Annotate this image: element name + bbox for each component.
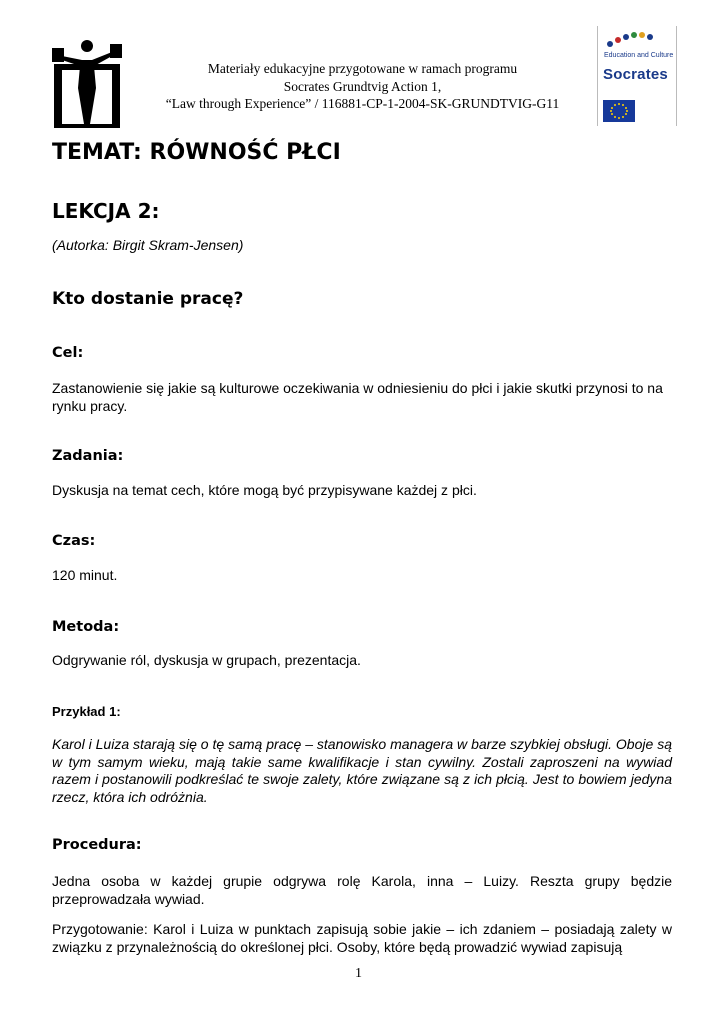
przyklad-text: Karol i Luiza starają się o tę samą pracę – stanowisko managera w barze szybkiej obsługi. Oboje są w tym samym wieku, mają takie same kwalifikacje i stan cywilny. Zostali zaproszeni na wywiad razem i postanowili podkreślać te swoje zalety, które związane są z ich płcią. Jest to bowiem jedyna rzecz, która ich odróżnia.: [52, 736, 672, 805]
eu-flag-icon: [603, 100, 635, 122]
header-line-3: “Law through Experience” / 116881-CP-1-2004-SK-GRUNDTVIG-G11: [165, 96, 560, 111]
header-line-1: Materiały edukacyjne przygotowane w ramach programu: [207, 61, 518, 76]
lesson-heading: LEKCJA 2:: [52, 199, 160, 223]
zadania-heading: Zadania:: [52, 448, 124, 464]
page-title: TEMAT: RÓWNOŚĆ PŁCI: [52, 140, 341, 165]
program-logo: [52, 38, 122, 130]
procedura-heading: Procedura:: [52, 837, 142, 853]
cel-text: Zastanowienie się jakie są kulturowe oczekiwania w odniesieniu do płci i jakie skutki przynosi to na rynku pracy.: [52, 380, 663, 414]
logo-caption: Education and Culture: [604, 52, 674, 59]
stars-arc-icon: [602, 28, 672, 52]
author-line: (Autorka: Birgit Skram-Jensen): [52, 237, 244, 253]
procedura-text-2: Przygotowanie: Karol i Luiza w punktach zapisują sobie jakie – ich zdaniem – posiadają zalety w związku z przynależnością do określonej płci. Osoby, które będą prowadzić wywiad zapisują: [52, 921, 672, 955]
cel-heading: Cel:: [52, 345, 84, 361]
socrates-logo: [597, 26, 677, 126]
czas-heading: Czas:: [52, 533, 96, 549]
logo-name: Socrates: [603, 66, 668, 83]
metoda-heading: Metoda:: [52, 619, 120, 635]
przyklad-heading: Przykład 1:: [52, 704, 121, 719]
zadania-text: Dyskusja na temat cech, które mogą być przypisywane każdej z płci.: [52, 482, 477, 498]
procedura-text-1: Jedna osoba w każdej grupie odgrywa rolę Karola, inna – Luizy. Reszta grupy będzie przeprowadzała wywiad.: [52, 873, 672, 907]
page-number: 1: [355, 966, 362, 981]
header-line-2: Socrates Grundtvig Action 1,: [283, 78, 442, 94]
czas-text: 120 minut.: [52, 567, 118, 583]
metoda-text: Odgrywanie ról, dyskusja w grupach, prezentacja.: [52, 652, 361, 668]
header-block: [135, 60, 590, 113]
lesson-question: Kto dostanie pracę?: [52, 289, 244, 309]
